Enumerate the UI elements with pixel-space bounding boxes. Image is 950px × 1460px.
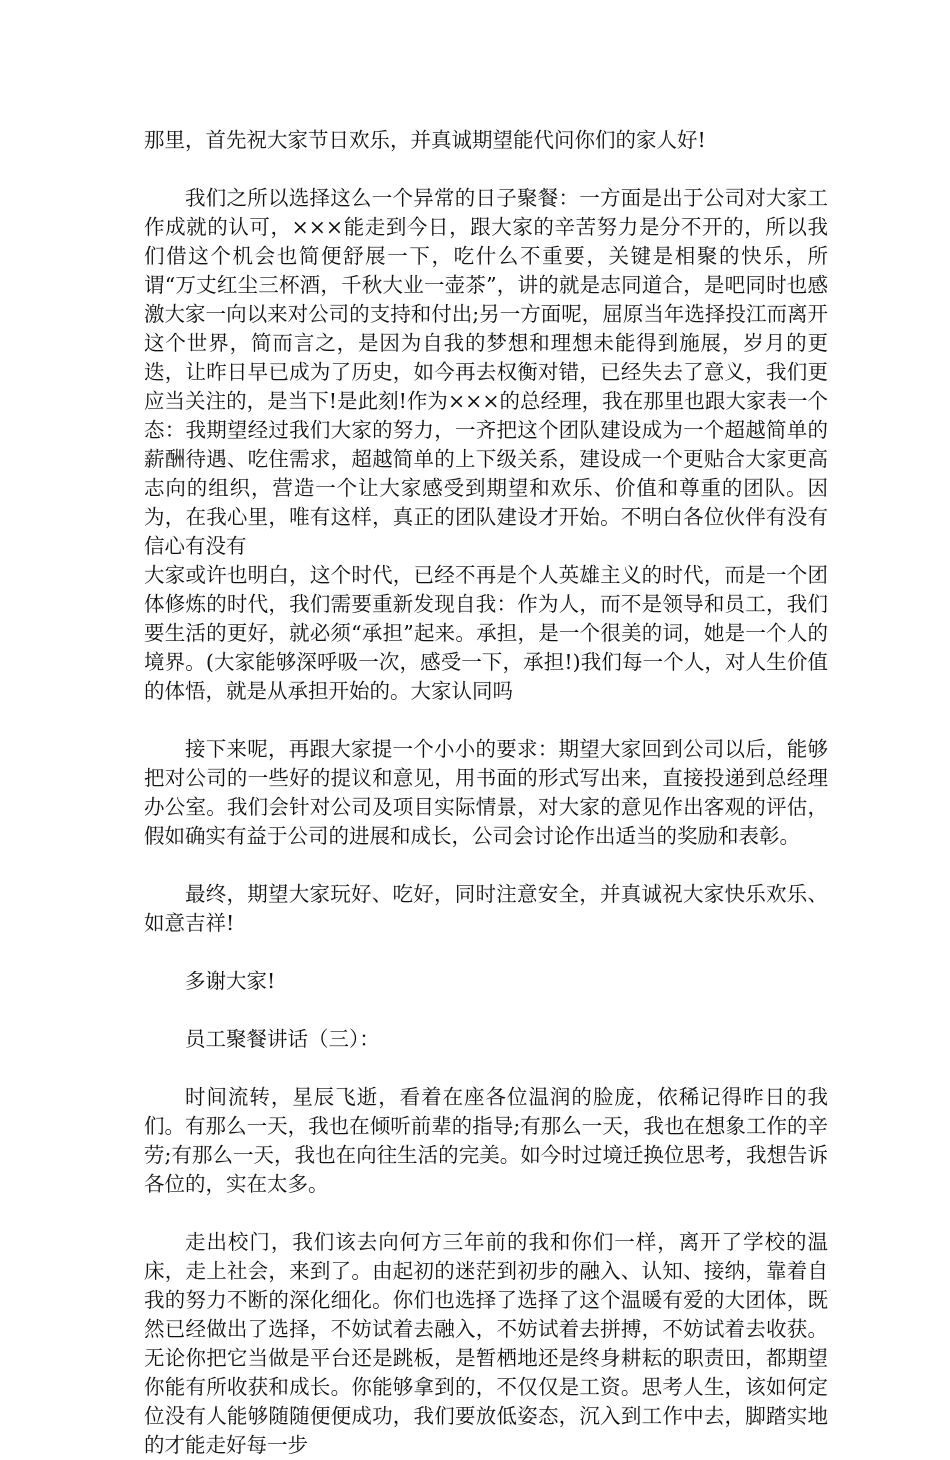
paragraph-greeting: 那里，首先祝大家节日欢乐，并真诚期望能代问你们的家人好! [144, 128, 706, 152]
paragraph-leaving-school: 走出校门，我们该去向何方三年前的我和你们一样，离开了学校的温床，走上社会，来到了。由起初的迷茫到初步的融入、认知、接纳，靠着自我的努力不断的深化细化。你们也选择了选择了这个温暖有爱的大团体，既然已经做出了选择，不妨试着去融入，不妨试着去拼搏，不妨试着去收获。无论你把它当做是平台还是跳板，是暂栖地还是终身耕耘的职责田，都期望你能有所收获和成长。你能够拿到的，不仅仅是工资。思考人生，该如何定位没有人能够随随便便成功，我们要放低姿态，沉入到工作中去，脚踏实地的才能走好每一步 [144, 1230, 828, 1457]
paragraph-thanks: 多谢大家! [185, 969, 276, 993]
document-page [144, 126, 828, 1460]
paragraph-responsibility: 大家或许也明白，这个时代，已经不再是个人英雄主义的时代，而是一个团体修炼的时代，我们需要重新发现自我：作为人，而不是领导和员工，我们要生活的更好，就必须“承担”起来。承担，是一个很美的词，她是一个人的境界。(大家能够深呼吸一次，感受一下，承担!)我们每一个人，对人生价值的体悟，就是从承担开始的。大家认同吗 [144, 563, 828, 703]
section-heading: 员工聚餐讲话（三）： [185, 1027, 380, 1051]
paragraph-closing-wish: 最终，期望大家玩好、吃好，同时注意安全，并真诚祝大家快乐欢乐、如意吉祥! [144, 882, 828, 935]
paragraph-reason: 我们之所以选择这么一个异常的日子聚餐：一方面是出于公司对大家工作成就的认可，×××能走到今日，跟大家的辛苦努力是分不开的，所以我们借这个机会也简便舒展一下，吃什么不重要，关键是相聚的快乐，所谓“万丈红尘三杯酒，千秋大业一壶茶”，讲的就是志同道合，是吧同时也感激大家一向以来对公司的支持和付出;另一方面呢，屈原当年选择投江而离开这个世界，简而言之，是因为自我的梦想和理想未能得到施展，岁月的更迭，让昨日早已成为了历史，如今再去权衡对错，已经失去了意义，我们更应当关注的，是当下!是此刻!作为×××的总经理，我在那里也跟大家表一个态：我期望经过我们大家的努力，一齐把这个团队建设成为一个超越简单的薪酬待遇、吃住需求，超越简单的上下级关系，建设成一个更贴合大家更高志向的组织，营造一个让大家感受到期望和欢乐、价值和尊重的团队。因为，在我心里，唯有这样，真正的团队建设才开始。不明白各位伙伴有没有信心有没有 [144, 186, 828, 558]
paragraph-request: 接下来呢，再跟大家提一个小小的要求：期望大家回到公司以后，能够把对公司的一些好的提议和意见，用书面的形式写出来，直接投递到总经理办公室。我们会针对公司及项目实际情景，对大家的意见作出客观的评估，假如确实有益于公司的进展和成长，公司会讨论作出适当的奖励和表彰。 [144, 737, 828, 848]
paragraph-time-flows: 时间流转，星辰飞逝，看着在座各位温润的脸庞，依稀记得昨日的我们。有那么一天，我也在倾听前辈的指导;有那么一天，我也在想象工作的辛劳;有那么一天，我也在向往生活的完美。如今时过境迁换位思考，我想告诉各位的，实在太多。 [144, 1085, 828, 1196]
